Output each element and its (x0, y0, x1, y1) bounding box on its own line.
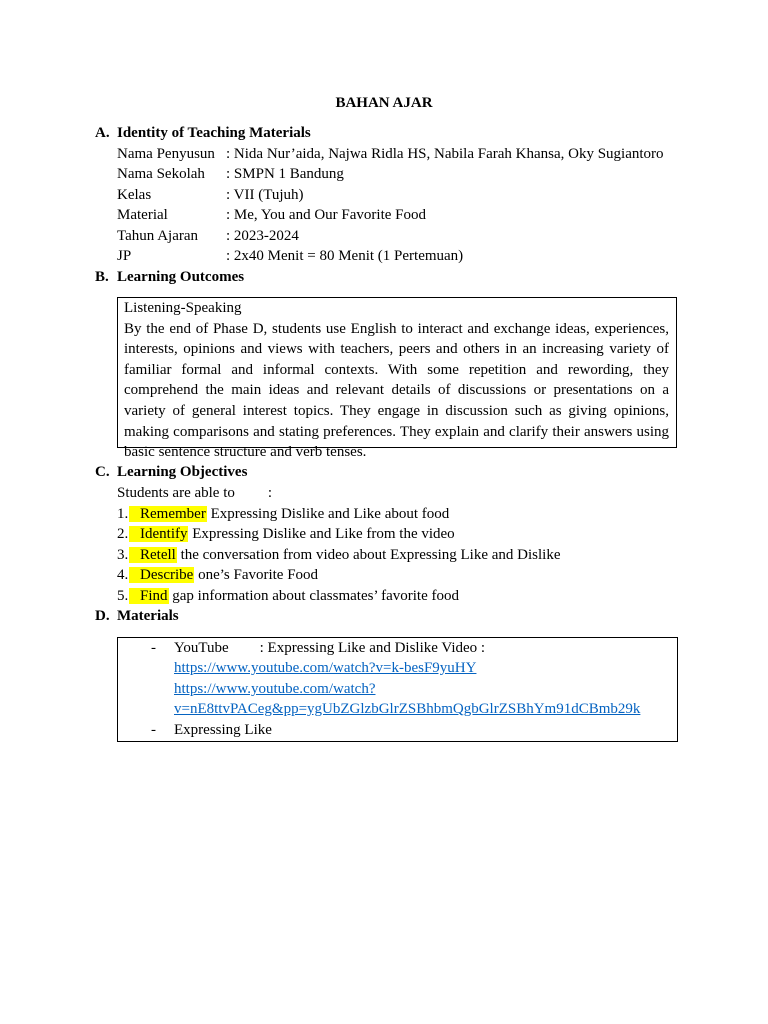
outcomes-paragraph: By the end of Phase D, students use English to interact and exchange ideas, experiences, interests, opinions and views with teachers, peers and others in an increasing variety of familiar formal and informal contexts. With some repetition and rewording, they comprehend the main ideas and relevant details of discussions or presentations on a variety of general interest topics. They engage in discussion such as giving opinions, making comparisons and stating preferences. They explain and clarify their answers using basic sentence structure and verb tenses. (124, 320, 669, 461)
section-a-title: Identity of Teaching Materials (117, 125, 311, 141)
identity-row (117, 185, 304, 205)
materials-item-label: YouTube (174, 640, 229, 656)
objective-number: 3. (117, 547, 129, 563)
learning-outcomes-box (117, 297, 677, 461)
youtube-link-2-line1[interactable]: https://www.youtube.com/watch? (174, 681, 376, 697)
section-d-heading (95, 606, 179, 626)
objective-text: Expressing Dislike and Like about food (206, 506, 450, 522)
objective-text: Expressing Dislike and Like from the video (188, 526, 455, 542)
objective-number: 5. (117, 588, 129, 604)
objectives-intro-colon: : (267, 485, 273, 501)
materials-box (117, 637, 678, 742)
objective-item (117, 565, 318, 585)
objectives-intro-text: Students are able to (117, 485, 235, 501)
objective-item (117, 524, 455, 544)
section-a-heading (95, 123, 311, 143)
identity-value: : Me, You and Our Favorite Food (226, 207, 427, 223)
section-d-letter: D. (95, 608, 110, 624)
materials-item-value: : Expressing Like and Dislike Video : (259, 640, 486, 656)
objective-number: 4. (117, 567, 129, 583)
objective-verb-highlight: Remember (129, 506, 207, 522)
identity-value: : Nida Nur’aida, Najwa Ridla HS, Nabila Farah Khansa, Oky Sugiantoro (226, 146, 664, 162)
identity-value: : 2023-2024 (226, 228, 299, 244)
identity-value: : 2x40 Menit = 80 Menit (1 Pertemuan) (226, 248, 464, 264)
section-b-title: Learning Outcomes (117, 269, 245, 285)
objective-number: 2. (117, 526, 129, 542)
section-c-heading (95, 462, 247, 482)
identity-value: : VII (Tujuh) (226, 187, 304, 203)
objective-verb-highlight: Describe (129, 567, 194, 583)
section-b-heading (95, 267, 244, 287)
identity-row (117, 205, 426, 225)
objective-verb-highlight: Retell (129, 547, 177, 563)
document-title: BAHAN AJAR (335, 95, 433, 111)
section-c-title: Learning Objectives (117, 464, 248, 480)
objective-text: the conversation from video about Expressing Like and Dislike (176, 547, 561, 563)
objective-number: 1. (117, 506, 129, 522)
objective-verb-highlight: Find (129, 588, 169, 604)
identity-row (117, 164, 344, 184)
objective-text: gap information about classmates’ favorite food (168, 588, 459, 604)
identity-row (117, 144, 664, 164)
identity-label: Tahun Ajaran (117, 228, 199, 244)
objective-item (117, 586, 459, 606)
objective-verb-highlight: Identify (129, 526, 188, 542)
identity-label: Kelas (117, 187, 152, 203)
list-dash: - (151, 640, 156, 656)
outcomes-subheading: Listening-Speaking (124, 300, 242, 316)
section-a-letter: A. (95, 125, 110, 141)
identity-label: JP (117, 248, 132, 264)
identity-row (117, 226, 299, 246)
materials-item-label: Expressing Like (174, 722, 272, 738)
youtube-link-2-line2[interactable]: v=nE8ttvPACeg&pp=ygUbZGlzbGlrZSBhbmQgbGlrZSBhYm91dCBmb29k (174, 701, 641, 717)
section-c-letter: C. (95, 464, 110, 480)
identity-row (117, 246, 463, 266)
objective-text: one’s Favorite Food (194, 567, 319, 583)
objective-item (117, 545, 561, 565)
objective-item (117, 504, 449, 524)
section-d-title: Materials (117, 608, 179, 624)
list-dash: - (151, 722, 156, 738)
identity-label: Material (117, 207, 168, 223)
identity-label: Nama Penyusun (117, 146, 215, 162)
identity-label: Nama Sekolah (117, 166, 205, 182)
materials-item-expressing-like (151, 720, 272, 741)
youtube-link-1[interactable]: https://www.youtube.com/watch?v=k-besF9yuHY (174, 660, 477, 676)
identity-value: : SMPN 1 Bandung (226, 166, 344, 182)
section-b-letter: B. (95, 269, 109, 285)
objectives-intro (117, 483, 272, 503)
materials-item-youtube (151, 638, 485, 659)
